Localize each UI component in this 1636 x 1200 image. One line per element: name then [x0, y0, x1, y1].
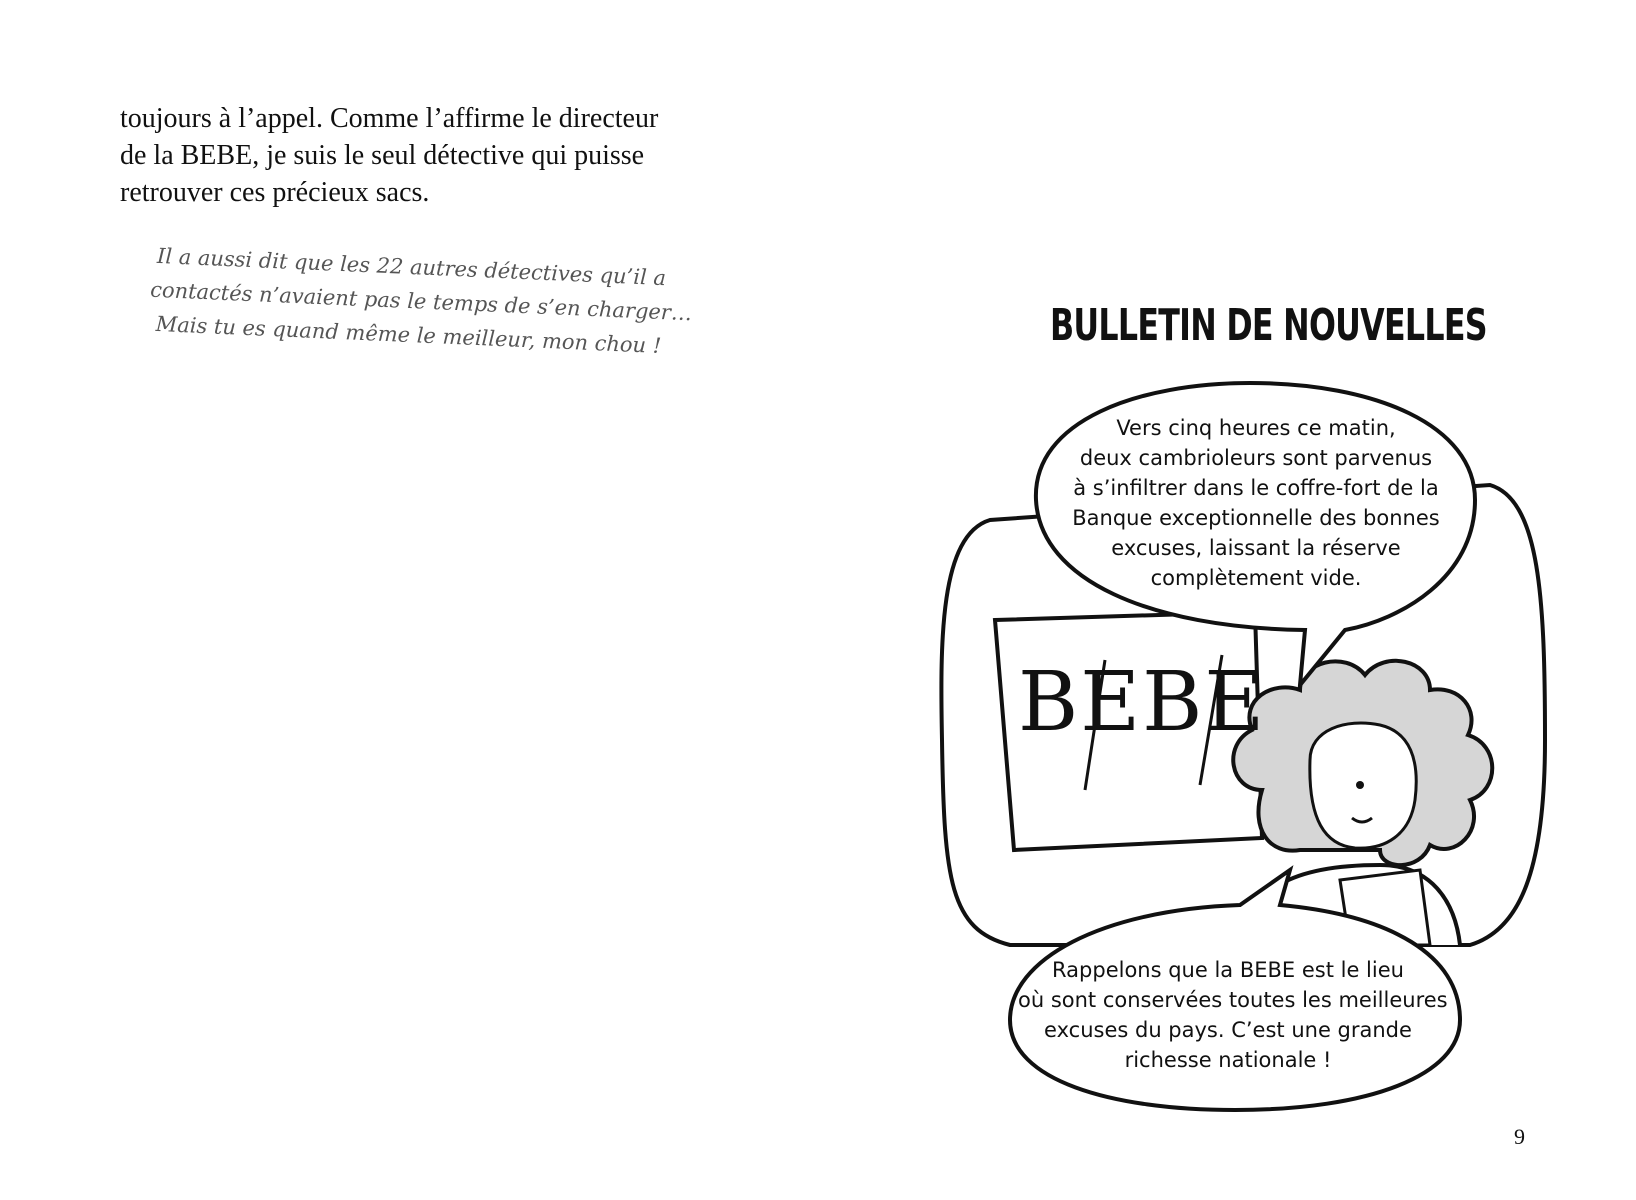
body-line-2: de la BEBE, je suis le seul détective qui puisse [120, 140, 645, 171]
presenter-eye [1356, 781, 1364, 789]
bebe-sign-text: BEBE [1018, 655, 1267, 750]
top-bubble-line-3: à s’infiltrer dans le coffre-fort de la [1073, 476, 1439, 500]
top-bubble-line-5: excuses, laissant la réserve [1111, 536, 1401, 560]
bottom-bubble-line-4: richesse nationale ! [1124, 1048, 1332, 1072]
bottom-bubble-line-2: où sont conservées toutes les meilleures [1018, 988, 1448, 1012]
top-bubble-line-2: deux cambrioleurs sont parvenus [1079, 446, 1433, 470]
aside-line-3: Mais tu es quand même le meilleur, mon chou ! [155, 311, 662, 358]
body-line-3: retrouver ces précieux sacs. [120, 177, 430, 208]
page-number: 9 [1514, 1124, 1525, 1149]
bottom-bubble-text [1018, 955, 1448, 1075]
aside-line-1: Il a aussi dit que les 22 autres détectives qu’il a [156, 243, 667, 291]
top-bubble-text [1056, 413, 1456, 593]
bottom-bubble-line-3: excuses du pays. C’est une grande [1044, 1018, 1412, 1042]
comic-panel-title: BULLETIN DE NOUVELLES [1050, 300, 1487, 351]
top-bubble-line-6: complètement vide. [1150, 566, 1362, 590]
bottom-bubble-line-1: Rappelons que la BEBE est le lieu [1052, 958, 1404, 982]
top-bubble-line-4: Banque exceptionnelle des bonnes [1072, 506, 1440, 530]
top-bubble-line-1: Vers cinq heures ce matin, [1116, 416, 1396, 440]
aside-line-2: contactés n’avaient pas le temps de s’en charger… [149, 277, 693, 326]
body-line-1: toujours à l’appel. Comme l’affirme le directeur [120, 103, 659, 134]
